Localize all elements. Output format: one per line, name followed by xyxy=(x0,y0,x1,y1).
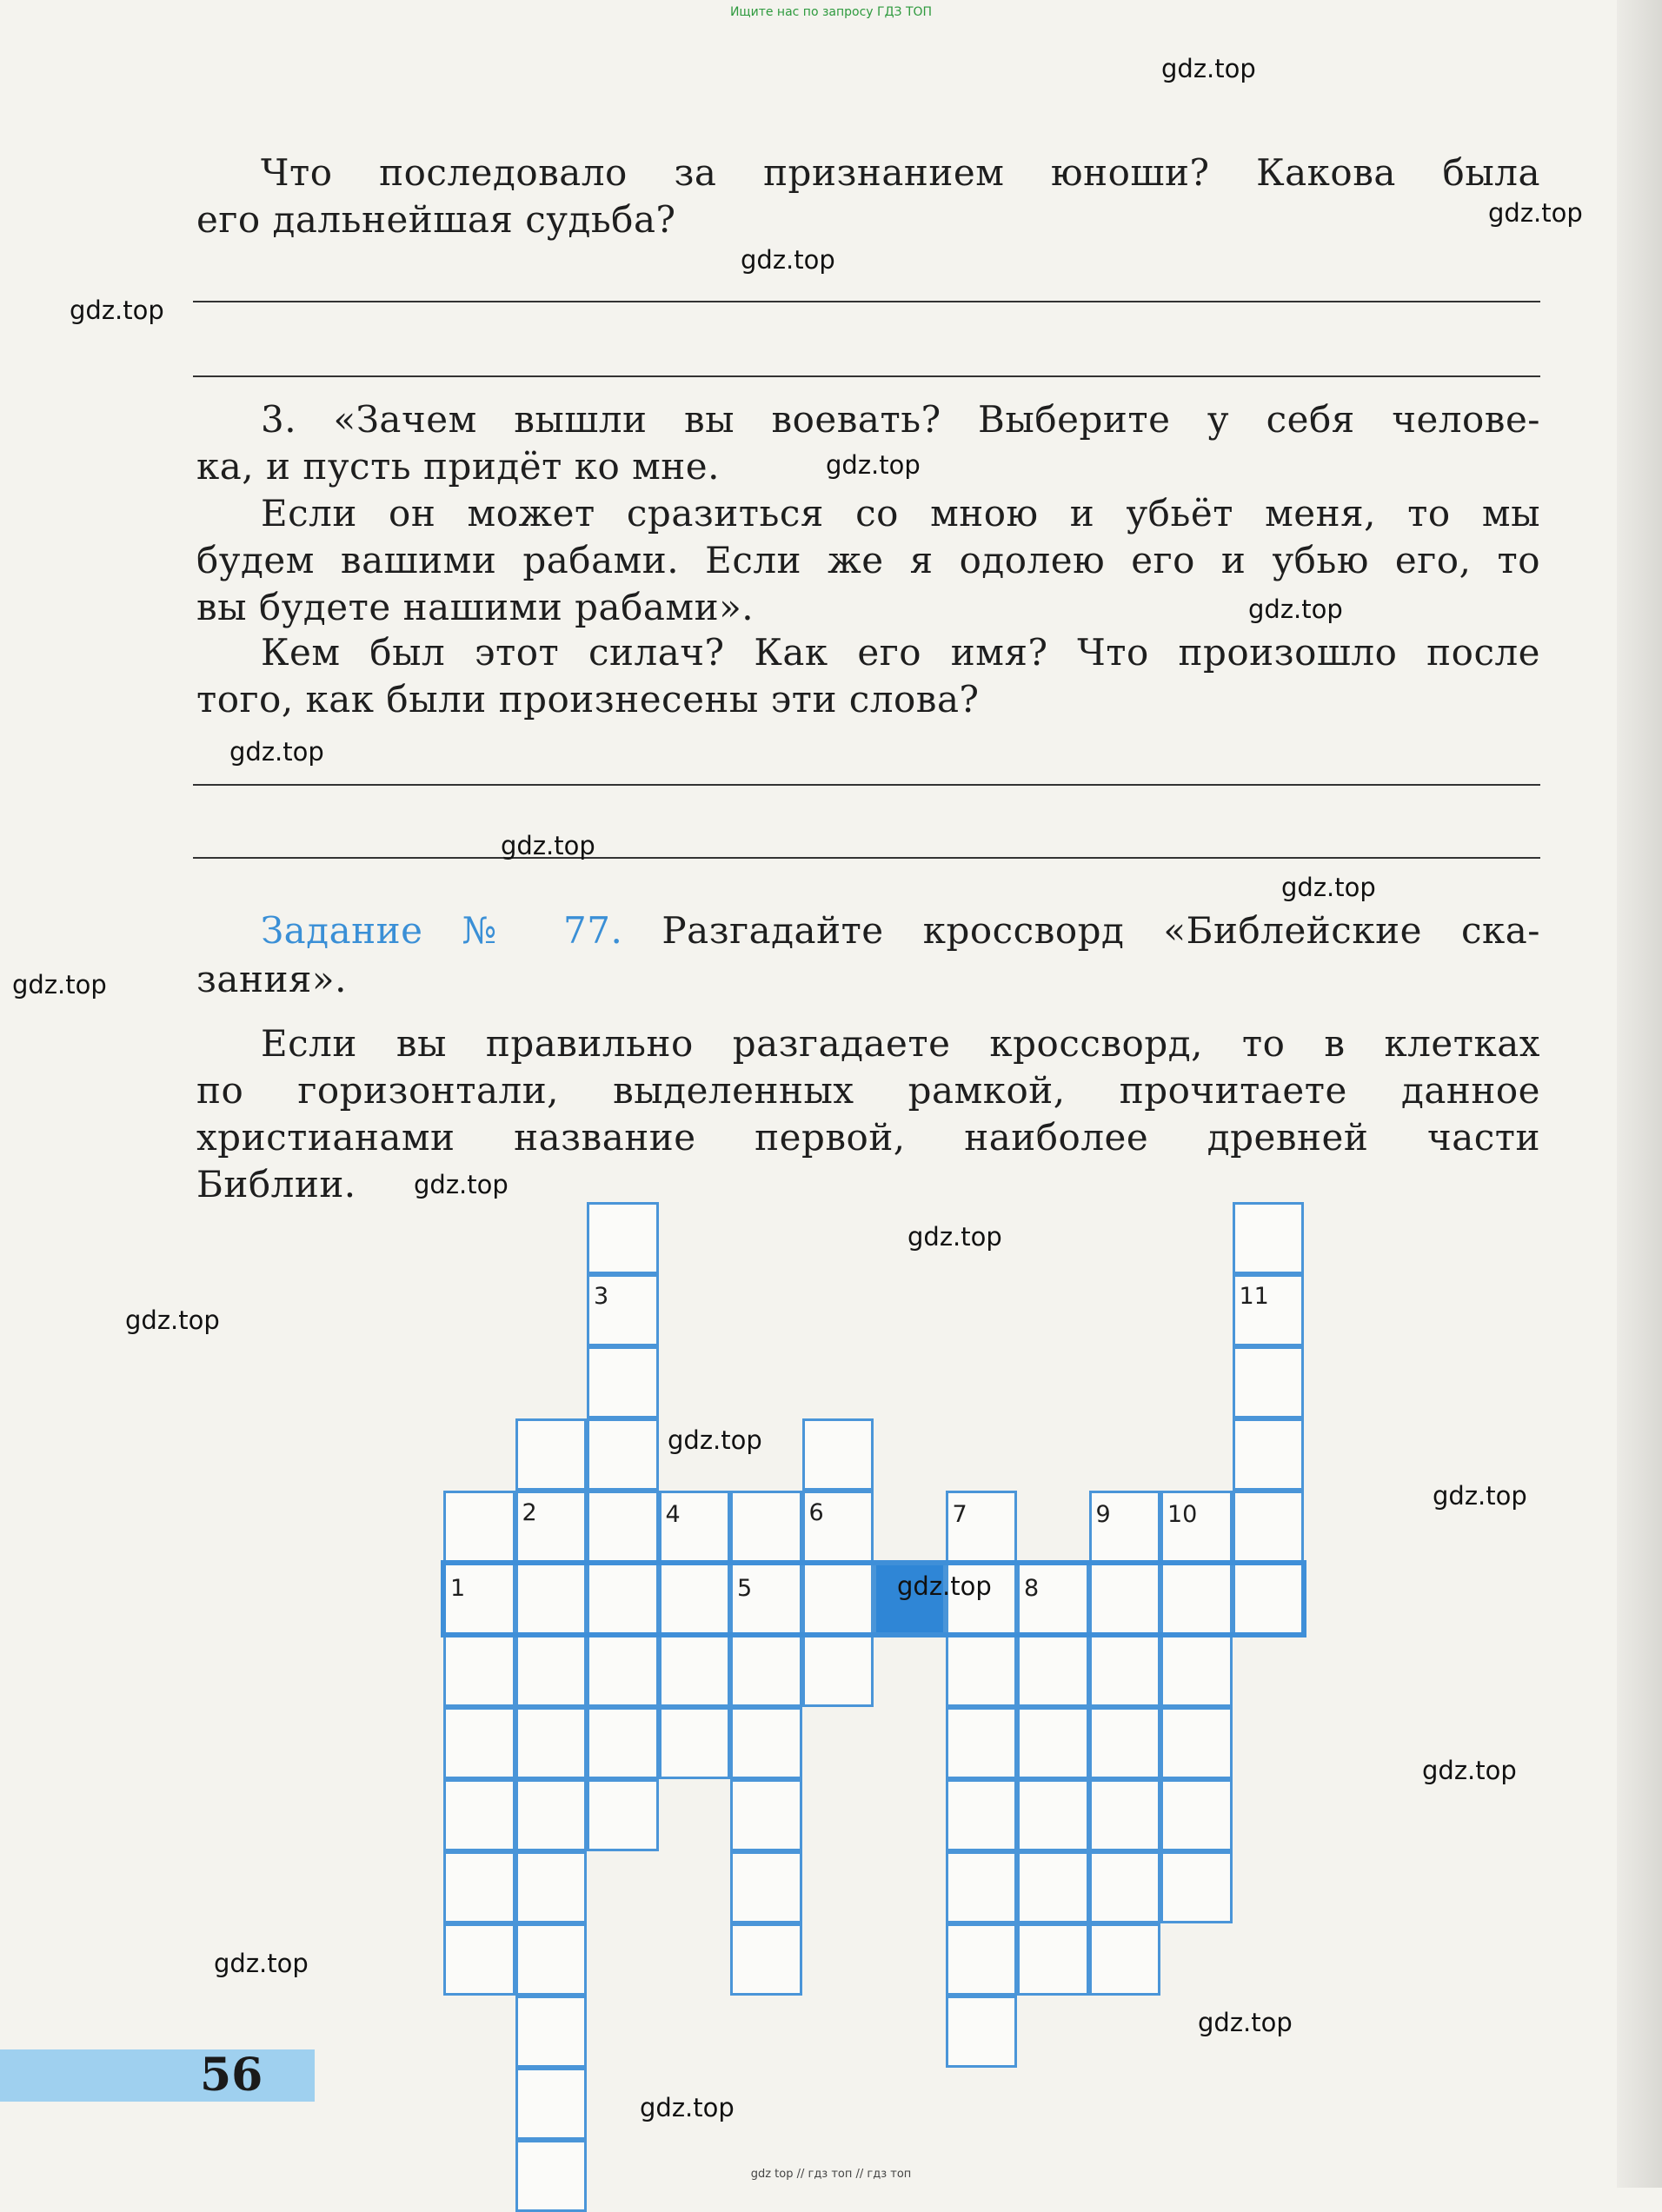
task77-body-line-3: христианами название первой, наиболее древней части xyxy=(196,1116,1540,1159)
watermark: gdz.top xyxy=(414,1170,509,1199)
crossword-number: 7 xyxy=(952,1501,967,1528)
crossword-cell[interactable] xyxy=(1089,1851,1161,1923)
crossword-cell[interactable] xyxy=(1160,1851,1233,1923)
crossword-cell[interactable] xyxy=(802,1418,874,1491)
crossword-cell[interactable] xyxy=(659,1707,731,1779)
crossword-cell[interactable] xyxy=(730,1491,802,1563)
crossword-cell[interactable] xyxy=(730,1851,802,1923)
q3-line-6: Кем был этот силач? Как его имя? Что произошло после xyxy=(261,631,1540,674)
crossword-cell[interactable] xyxy=(946,1996,1018,2068)
watermark: gdz.top xyxy=(1281,873,1376,902)
watermark: gdz.top xyxy=(668,1425,762,1455)
task77-body-line-2: по горизонтали, выделенных рамкой, прочитаете данное xyxy=(196,1069,1540,1112)
crossword-cell[interactable] xyxy=(515,1851,588,1923)
crossword-number: 1 xyxy=(450,1575,466,1602)
crossword-cell[interactable] xyxy=(587,1491,659,1563)
crossword-cell[interactable] xyxy=(1089,1707,1161,1779)
crossword-cell[interactable] xyxy=(1233,1202,1305,1274)
crossword-cell[interactable] xyxy=(659,1563,731,1635)
crossword-cell[interactable] xyxy=(515,1635,588,1707)
watermark: gdz.top xyxy=(214,1949,309,1978)
watermark: gdz.top xyxy=(741,245,835,275)
crossword-cell[interactable] xyxy=(946,1851,1018,1923)
crossword-cell[interactable] xyxy=(515,2068,588,2140)
task77-body-line-1: Если вы правильно разгадаете кроссворд, то в клетках xyxy=(261,1022,1540,1065)
bottom-banner: gdz top // гдз топ // гдз топ xyxy=(750,2168,912,2181)
q3-line-3: Если он может сразиться со мною и убьёт меня, то мы xyxy=(261,492,1540,535)
task77-text-1: Разгадайте кроссворд «Библейские ска- xyxy=(661,909,1540,952)
task77-label: Задание № 77. xyxy=(261,909,623,952)
crossword-number: 9 xyxy=(1095,1501,1111,1528)
crossword-number: 3 xyxy=(594,1283,609,1310)
watermark: gdz.top xyxy=(229,737,324,767)
q2-line-2: его дальнейшая судьба? xyxy=(196,198,676,241)
crossword-number: 6 xyxy=(808,1499,824,1526)
crossword-cell[interactable] xyxy=(515,1996,588,2068)
crossword-cell[interactable] xyxy=(1017,1851,1089,1923)
crossword-cell[interactable] xyxy=(1160,1635,1233,1707)
crossword-cell[interactable] xyxy=(515,1707,588,1779)
page-number-tab xyxy=(0,2049,315,2102)
crossword-cell[interactable] xyxy=(515,1779,588,1851)
crossword-cell[interactable] xyxy=(1233,1346,1305,1418)
watermark: gdz.top xyxy=(1161,54,1256,83)
watermark: gdz.top xyxy=(897,1571,992,1601)
crossword-cell[interactable] xyxy=(730,1923,802,1996)
crossword-cell[interactable] xyxy=(515,1923,588,1996)
watermark: gdz.top xyxy=(826,450,921,480)
watermark: gdz.top xyxy=(1198,2008,1293,2037)
crossword-number: 8 xyxy=(1024,1575,1040,1602)
crossword-cell[interactable] xyxy=(946,1923,1018,1996)
crossword-cell[interactable] xyxy=(1089,1779,1161,1851)
crossword-cell[interactable] xyxy=(443,1923,515,1996)
crossword-cell[interactable] xyxy=(1233,1563,1305,1635)
crossword-cell[interactable] xyxy=(659,1635,731,1707)
watermark: gdz.top xyxy=(125,1305,220,1335)
watermark: gdz.top xyxy=(1422,1756,1517,1785)
q3-line-1: 3. «Зачем вышли вы воевать? Выберите у себя челове- xyxy=(261,398,1540,441)
crossword-cell[interactable] xyxy=(443,1851,515,1923)
crossword-cell[interactable] xyxy=(1017,1707,1089,1779)
crossword-cell[interactable] xyxy=(515,1418,588,1491)
top-banner: Ищите нас по запросу ГДЗ ТОП xyxy=(729,5,933,19)
watermark: gdz.top xyxy=(12,970,107,1000)
crossword-number: 2 xyxy=(522,1499,537,1526)
q3-line-5: вы будете нашими рабами». xyxy=(196,586,755,628)
crossword-cell[interactable] xyxy=(730,1779,802,1851)
task77-text-2: зания». xyxy=(196,958,347,1000)
q2-line-1: Что последовало за признанием юноши? Какова была xyxy=(261,151,1540,194)
crossword-number: 11 xyxy=(1239,1283,1269,1310)
crossword-cell[interactable] xyxy=(946,1707,1018,1779)
crossword-cell[interactable] xyxy=(946,1779,1018,1851)
crossword-cell[interactable] xyxy=(587,1202,659,1274)
watermark: gdz.top xyxy=(70,296,164,325)
crossword-cell[interactable] xyxy=(1017,1779,1089,1851)
watermark: gdz.top xyxy=(501,831,595,860)
q3-line-4: будем вашими рабами. Если же я одолею его и убью его, то xyxy=(196,539,1540,581)
crossword-cell[interactable] xyxy=(587,1635,659,1707)
crossword-cell[interactable] xyxy=(587,1707,659,1779)
crossword-cell[interactable] xyxy=(802,1635,874,1707)
crossword-cell[interactable] xyxy=(443,1491,515,1563)
crossword-cell[interactable] xyxy=(1160,1707,1233,1779)
watermark: gdz.top xyxy=(1248,595,1343,624)
crossword-cell[interactable] xyxy=(1017,1635,1089,1707)
watermark: gdz.top xyxy=(640,2093,735,2122)
crossword-cell[interactable] xyxy=(1160,1563,1233,1635)
crossword-cell[interactable] xyxy=(587,1346,659,1418)
crossword-cell[interactable] xyxy=(802,1563,874,1635)
crossword-cell[interactable] xyxy=(587,1418,659,1491)
crossword-cell[interactable] xyxy=(1017,1923,1089,1996)
crossword-cell[interactable] xyxy=(443,1707,515,1779)
q3-line-7: того, как были произнесены эти слова? xyxy=(196,678,980,721)
crossword-cell[interactable] xyxy=(1233,1491,1305,1563)
watermark: gdz.top xyxy=(907,1222,1002,1252)
crossword-cell[interactable] xyxy=(1089,1635,1161,1707)
task77-body-line-4: Библии. xyxy=(196,1163,356,1206)
watermark: gdz.top xyxy=(1433,1481,1527,1511)
crossword-cell[interactable] xyxy=(515,1563,588,1635)
q3-line-2: ка, и пусть придёт ко мне. xyxy=(196,445,720,488)
crossword-number: 10 xyxy=(1167,1501,1198,1528)
watermark: gdz.top xyxy=(1488,198,1583,228)
crossword-cell[interactable] xyxy=(1089,1563,1161,1635)
crossword-cell[interactable] xyxy=(587,1563,659,1635)
crossword-cell[interactable] xyxy=(1233,1418,1305,1491)
crossword-cell[interactable] xyxy=(730,1635,802,1707)
crossword-cell[interactable] xyxy=(443,1635,515,1707)
crossword-cell[interactable] xyxy=(1089,1923,1161,1996)
crossword-cell[interactable] xyxy=(946,1635,1018,1707)
crossword-cell[interactable] xyxy=(1160,1779,1233,1851)
crossword-cell[interactable] xyxy=(587,1779,659,1851)
crossword-cell[interactable] xyxy=(730,1707,802,1779)
crossword-number: 5 xyxy=(737,1575,753,1602)
crossword-cell[interactable] xyxy=(443,1779,515,1851)
crossword-number: 4 xyxy=(665,1501,681,1528)
page-number: 56 xyxy=(200,2049,263,2102)
